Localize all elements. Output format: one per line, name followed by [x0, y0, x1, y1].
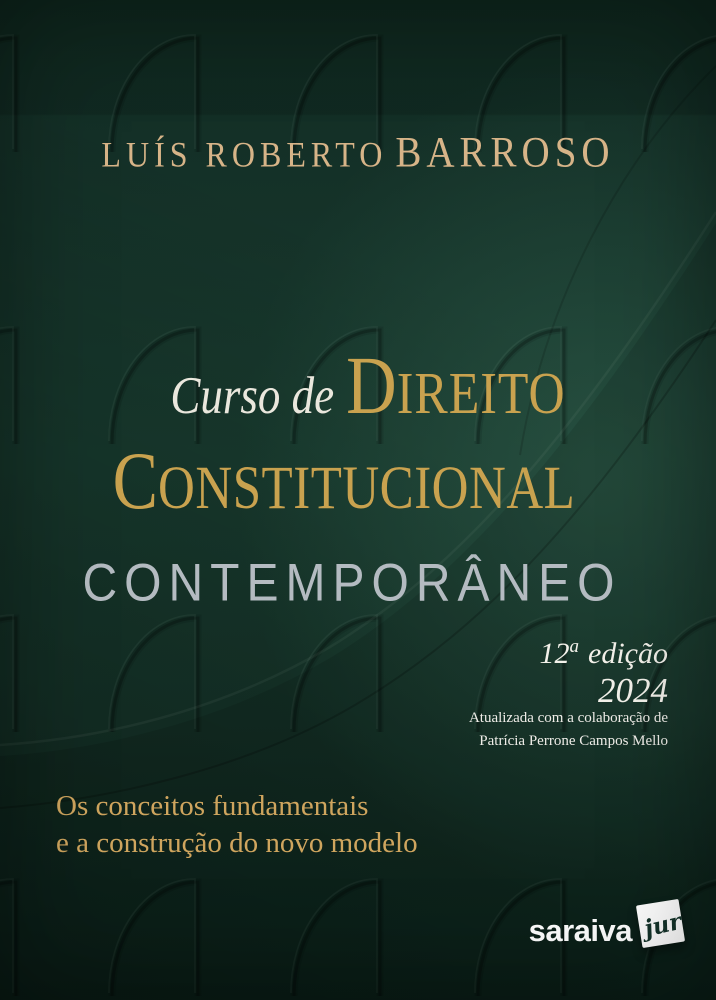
edition-line: [540, 630, 668, 671]
title-initial-d: D: [346, 341, 397, 432]
author-name: [0, 128, 716, 188]
saraiva-wordmark: saraiva: [528, 913, 632, 948]
subtitle-line-2: e a construção do novo modelo: [56, 827, 418, 859]
title-line-3: CONTEMPORÂNEO: [82, 554, 622, 613]
publisher-logo: [529, 902, 682, 949]
book-title: [0, 341, 716, 615]
edition-ordinal: a: [569, 636, 580, 657]
title-line-2: [0, 432, 702, 551]
subtitle: [56, 788, 418, 862]
credits-block: [469, 707, 668, 753]
quarter-arc-motif: [0, 615, 16, 732]
title-initial-c: C: [112, 434, 159, 526]
edition-year: 2024: [598, 671, 668, 710]
credits-line-2: Patrícia Perrone Campos Mello: [479, 733, 668, 749]
author-last-name: BARROSO: [395, 128, 615, 177]
subtitle-line-1: Os conceitos fundamentais: [56, 790, 369, 822]
title-prefix: Curso de: [170, 365, 335, 425]
jur-label: jur: [641, 907, 684, 943]
edition-number: 12: [539, 637, 570, 670]
edition-word: edição: [588, 637, 668, 670]
jur-badge: [636, 899, 685, 948]
edition-block: [540, 630, 668, 708]
quarter-arc-motif: [109, 615, 198, 732]
title-word-direito: IREITO: [396, 359, 566, 427]
title-word-constitucional: ONSTITUCIONAL: [158, 455, 576, 523]
author-first-names: LUÍS ROBERTO: [101, 134, 388, 175]
credits-line-1: Atualizada com a colaboração de: [468, 710, 668, 726]
